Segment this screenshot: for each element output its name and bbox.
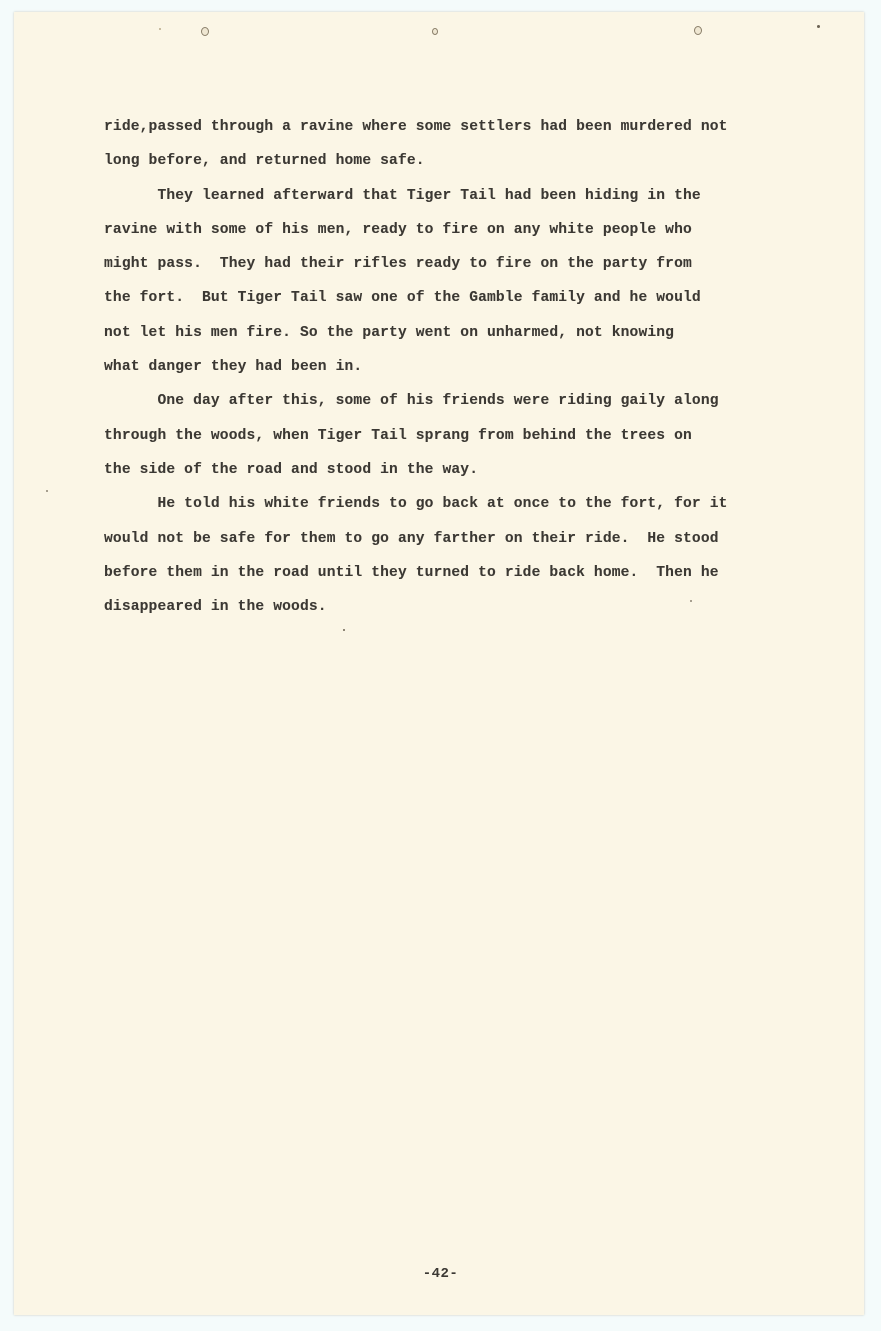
punch-hole-mark xyxy=(432,28,438,35)
ink-speck xyxy=(159,28,161,30)
text-line: ravine with some of his men, ready to fire on any white people who xyxy=(104,221,692,238)
text-line: the side of the road and stood in the way. xyxy=(104,461,479,478)
text-line: through the woods, when Tiger Tail sprang from behind the trees on xyxy=(104,427,692,444)
punch-hole-mark xyxy=(201,27,209,36)
ink-speck xyxy=(343,629,345,631)
text-line: disappeared in the woods. xyxy=(104,599,327,616)
text-line: not let his men fire. So the party went on unharmed, not knowing xyxy=(104,324,675,341)
text-line: the fort. But Tiger Tail saw one of the Gamble family and he would xyxy=(104,290,701,307)
text-line: long before, and returned home safe. xyxy=(104,153,425,170)
typed-text-body xyxy=(104,110,824,624)
text-line: ride,passed through a ravine where some settlers had been murdered not xyxy=(104,119,728,135)
text-line: He told his white friends to go back at once to the fort, for it xyxy=(104,496,728,513)
ink-speck xyxy=(46,490,48,492)
text-line: before them in the road until they turned to ride back home. Then he xyxy=(104,564,719,581)
text-line: One day after this, some of his friends were riding gaily along xyxy=(104,393,719,410)
text-line: what danger they had been in. xyxy=(104,359,363,376)
text-line: might pass. They had their rifles ready to fire on the party from xyxy=(104,256,692,273)
punch-hole-mark xyxy=(694,26,702,35)
text-line: would not be safe for them to go any farther on their ride. He stood xyxy=(104,530,719,547)
ink-speck xyxy=(817,25,820,28)
page-number: -42- xyxy=(422,1266,459,1282)
text-line: They learned afterward that Tiger Tail had been hiding in the xyxy=(104,187,701,204)
